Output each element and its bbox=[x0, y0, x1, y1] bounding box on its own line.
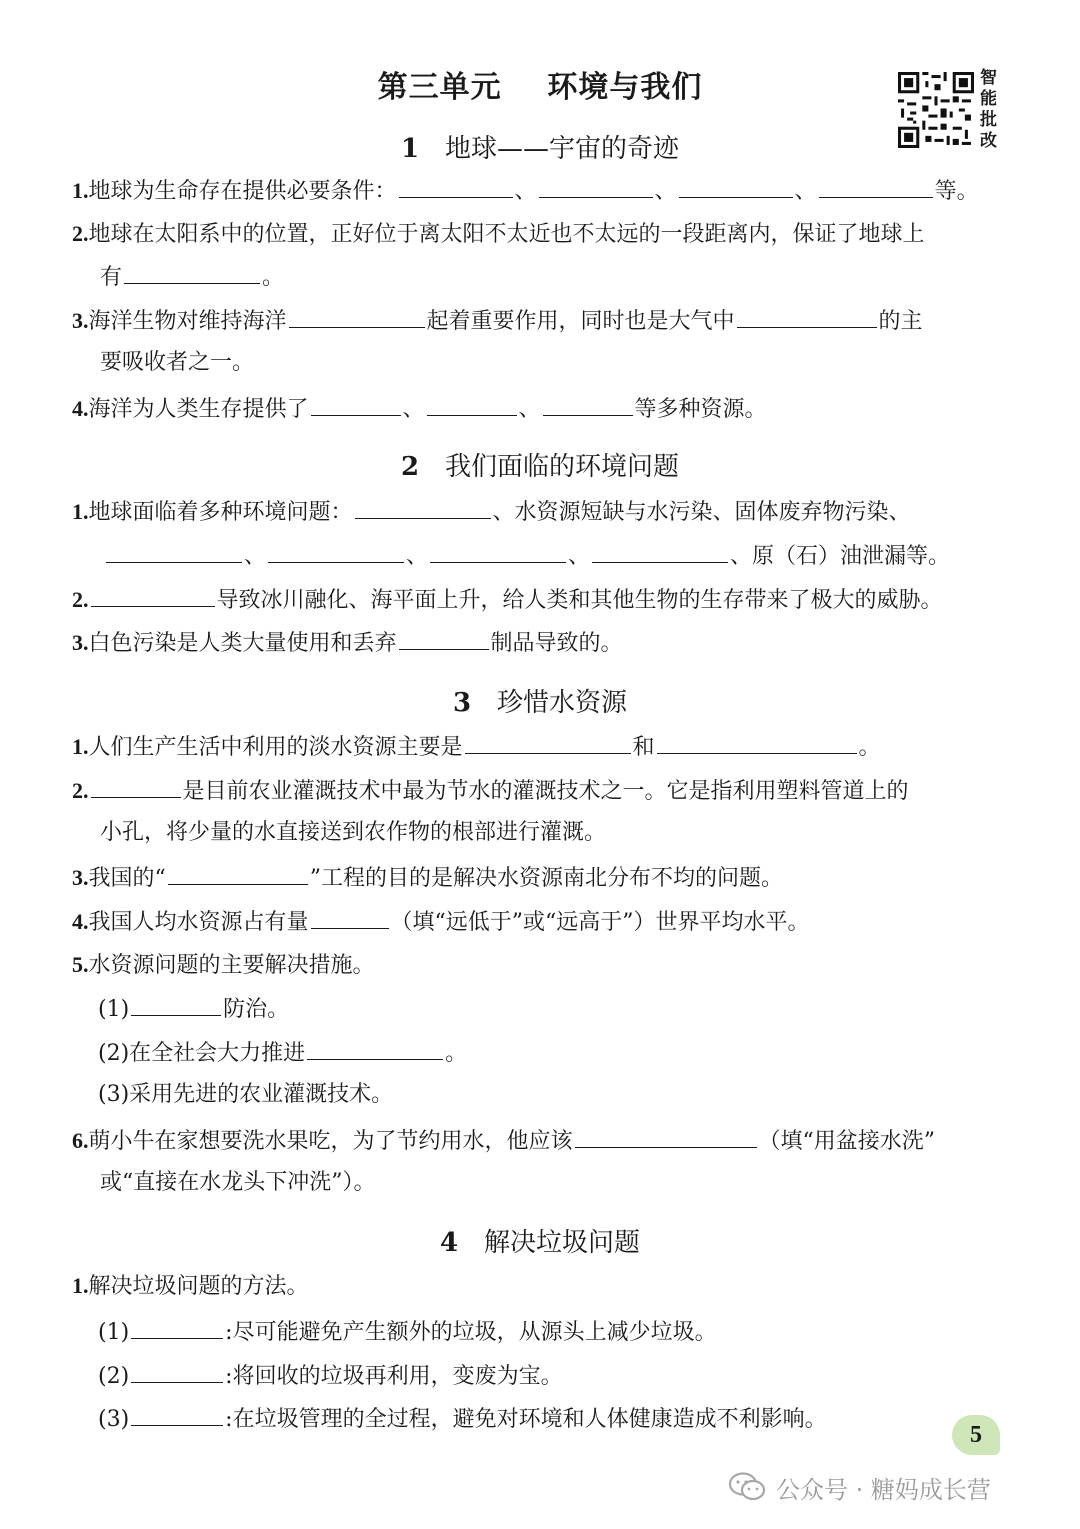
question-s3-q5-item2: (2)在全社会大力推进 。 bbox=[98, 1037, 467, 1069]
answer-blank[interactable] bbox=[311, 906, 389, 929]
question-s2-q2: 2. 导致冰川融化、海平面上升，给人类和其他生物的生存带来了极大的威胁。 bbox=[72, 584, 943, 616]
answer-blank[interactable] bbox=[465, 731, 631, 754]
question-s3-q2: 2. 是目前农业灌溉技术中最为节水的灌溉技术之一。它是指利用塑料管道上的 bbox=[72, 775, 909, 807]
question-s1-q2-cont: 有 。 bbox=[100, 261, 284, 293]
unit-title: 第三单元 环境与我们 bbox=[377, 70, 703, 105]
question-s1-q2: 2.地球在太阳系中的位置，正好位于离太阳不太近也不太远的一段距离内，保证了地球上 bbox=[72, 221, 925, 247]
question-s3-q4: 4.我国人均水资源占有量 （填“远低于”或“远高于”）世界平均水平。 bbox=[72, 906, 810, 938]
answer-blank[interactable] bbox=[124, 261, 260, 284]
answer-blank[interactable] bbox=[819, 175, 933, 198]
answer-blank[interactable] bbox=[91, 584, 215, 607]
question-s3-q3: 3.我国的“ ”工程的目的是解决水资源南北分布不均的问题。 bbox=[72, 862, 783, 894]
wechat-icon bbox=[728, 1471, 768, 1503]
answer-blank[interactable] bbox=[679, 175, 793, 198]
question-s3-q5-item1: (1) 防治。 bbox=[98, 993, 289, 1025]
question-s3-q6-cont: 或“直接在水龙头下冲洗”）。 bbox=[100, 1170, 376, 1195]
watermark-text: 公众号 · 糖妈成长营 bbox=[776, 1476, 991, 1504]
section-title-1: 1 地球——宇宙的奇迹 bbox=[400, 134, 680, 164]
question-s3-q1: 1.人们生产生活中利用的淡水资源主要是 和 。 bbox=[72, 731, 881, 763]
question-s1-q3-cont: 要吸收者之一。 bbox=[100, 350, 255, 375]
section-title-3: 3 珍惜水资源 bbox=[452, 688, 628, 718]
answer-blank[interactable] bbox=[91, 775, 181, 798]
qr-label: 智 能 批 改 bbox=[980, 68, 997, 151]
answer-blank[interactable] bbox=[543, 393, 633, 416]
question-s1-q3: 3.海洋生物对维持海洋 起着重要作用，同时也是大气中 的主 bbox=[72, 305, 923, 337]
answer-blank[interactable] bbox=[289, 305, 425, 328]
page-number: 5 bbox=[952, 1415, 1000, 1455]
answer-blank[interactable] bbox=[539, 175, 653, 198]
section-title-4: 4 解决垃圾问题 bbox=[439, 1228, 641, 1258]
question-s4-q1-item1: (1) :尽可能避免产生额外的垃圾，从源头上减少垃圾。 bbox=[98, 1316, 717, 1348]
question-s3-q5-item3: (3)采用先进的农业灌溉技术。 bbox=[98, 1082, 394, 1107]
question-s3-q2-cont: 小孔，将少量的水直接送到农作物的根部进行灌溉。 bbox=[100, 820, 607, 845]
question-s2-q1: 1.地球面临着多种环境问题： 、水资源短缺与水污染、固体废弃物污染、 bbox=[72, 496, 911, 528]
question-s4-q1: 1.解决垃圾问题的方法。 bbox=[72, 1273, 309, 1299]
answer-blank[interactable] bbox=[131, 1403, 223, 1426]
question-s2-q3: 3.白色污染是人类大量使用和丢弃 制品导致的。 bbox=[72, 627, 623, 659]
question-s1-q1: 1.地球为生命存在提供必要条件： 、 、 、 等。 bbox=[72, 175, 979, 207]
answer-blank[interactable] bbox=[131, 1316, 223, 1339]
answer-blank[interactable] bbox=[355, 496, 491, 519]
answer-blank[interactable] bbox=[399, 627, 489, 650]
answer-blank[interactable] bbox=[592, 540, 728, 563]
answer-blank[interactable] bbox=[307, 1037, 443, 1060]
answer-blank[interactable] bbox=[311, 393, 401, 416]
answer-blank[interactable] bbox=[427, 393, 517, 416]
question-s1-q4: 4.海洋为人类生存提供了 、 、 等多种资源。 bbox=[72, 393, 767, 425]
section-title-2: 2 我们面临的环境问题 bbox=[400, 452, 680, 482]
answer-blank[interactable] bbox=[737, 305, 877, 328]
answer-blank[interactable] bbox=[106, 540, 242, 563]
answer-blank[interactable] bbox=[575, 1125, 757, 1148]
question-s3-q5: 5.水资源问题的主要解决措施。 bbox=[72, 952, 375, 978]
answer-blank[interactable] bbox=[430, 540, 566, 563]
answer-blank[interactable] bbox=[657, 731, 857, 754]
question-s4-q1-item2: (2) :将回收的垃圾再利用，变废为宝。 bbox=[98, 1360, 563, 1392]
answer-blank[interactable] bbox=[268, 540, 404, 563]
question-s2-q1-cont: 、 、 、 、原（石）油泄漏等。 bbox=[104, 540, 950, 572]
question-s4-q1-item3: (3) :在垃圾管理的全过程，避免对环境和人体健康造成不利影响。 bbox=[98, 1403, 827, 1435]
answer-blank[interactable] bbox=[131, 1360, 223, 1383]
question-s3-q6: 6.萌小牛在家想要洗水果吃，为了节约用水，他应该 （填“用盆接水洗” bbox=[72, 1125, 935, 1157]
answer-blank[interactable] bbox=[399, 175, 513, 198]
answer-blank[interactable] bbox=[131, 993, 221, 1016]
answer-blank[interactable] bbox=[168, 862, 308, 885]
